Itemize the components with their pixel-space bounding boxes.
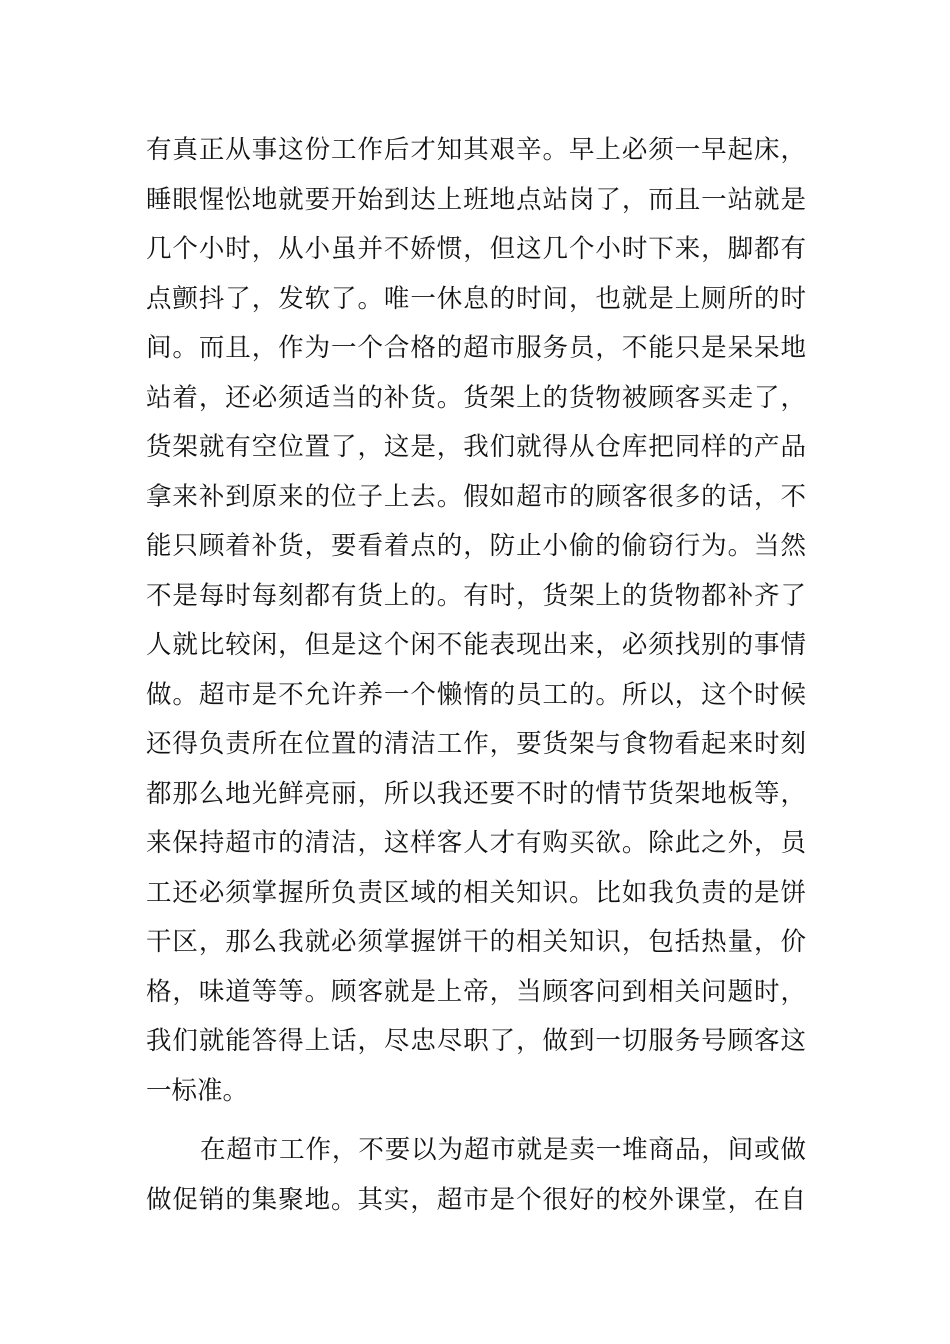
- text-line: 来保持超市的清洁，这样客人才有购买欲。除此之外，员: [146, 828, 806, 858]
- text-line: 点颤抖了，发软了。唯一休息的时间，也就是上厕所的时: [146, 283, 806, 314]
- text-line: 工还必须掌握所负责区域的相关知识。比如我负责的是饼: [146, 877, 806, 908]
- text-line: 一标准。: [146, 1075, 249, 1106]
- text-line: 能只顾着补货，要看着点的，防止小偷的偷窃行为。当然: [146, 531, 806, 561]
- text-line: 人就比较闲，但是这个闲不能表现出来，必须找别的事情: [146, 630, 806, 660]
- paragraph-spacer: [146, 1116, 806, 1126]
- text-line: 格，味道等等。顾客就是上帝，当顾客问到相关问题时，: [146, 976, 806, 1007]
- text-line: 拿来补到原来的位子上去。假如超市的顾客很多的话，不: [146, 481, 806, 512]
- text-line: 货架就有空位置了，这是，我们就得从仓库把同样的产品: [146, 432, 806, 462]
- text-line: 做。超市是不允许养一个懒惰的员工的。所以，这个时候: [146, 679, 806, 710]
- paragraph-2: [146, 1126, 806, 1225]
- text-line: 我们就能答得上话，尽忠尽职了，做到一切服务号顾客这: [146, 1026, 806, 1056]
- text-line: 做促销的集聚地。其实，超市是个很好的校外课堂，在自: [146, 1184, 806, 1215]
- text-line: 睡眼惺忪地就要开始到达上班地点站岗了，而且一站就是: [146, 184, 806, 215]
- text-line: 几个小时，从小虽并不娇惯，但这几个小时下来，脚都有: [146, 234, 806, 264]
- text-line: 不是每时每刻都有货上的。有时，货架上的货物都补齐了: [146, 580, 806, 611]
- text-line: 都那么地光鲜亮丽，所以我还要不时的情节货架地板等，: [146, 778, 806, 809]
- paragraph-1: [146, 126, 806, 1116]
- text-line: 间。而且，作为一个合格的超市服务员，不能只是呆呆地: [146, 333, 806, 363]
- text-line: 干区，那么我就必须掌握饼干的相关知识，包括热量，价: [146, 927, 806, 957]
- text-line: 站着，还必须适当的补货。货架上的货物被顾客买走了，: [146, 382, 806, 413]
- text-line: 有真正从事这份工作后才知其艰辛。早上必须一早起床，: [146, 135, 806, 165]
- text-line: 在超市工作，不要以为超市就是卖一堆商品，间或做: [200, 1135, 806, 1165]
- text-line: 还得负责所在位置的清洁工作，要货架与食物看起来时刻: [146, 729, 806, 759]
- document-body: [146, 126, 806, 1225]
